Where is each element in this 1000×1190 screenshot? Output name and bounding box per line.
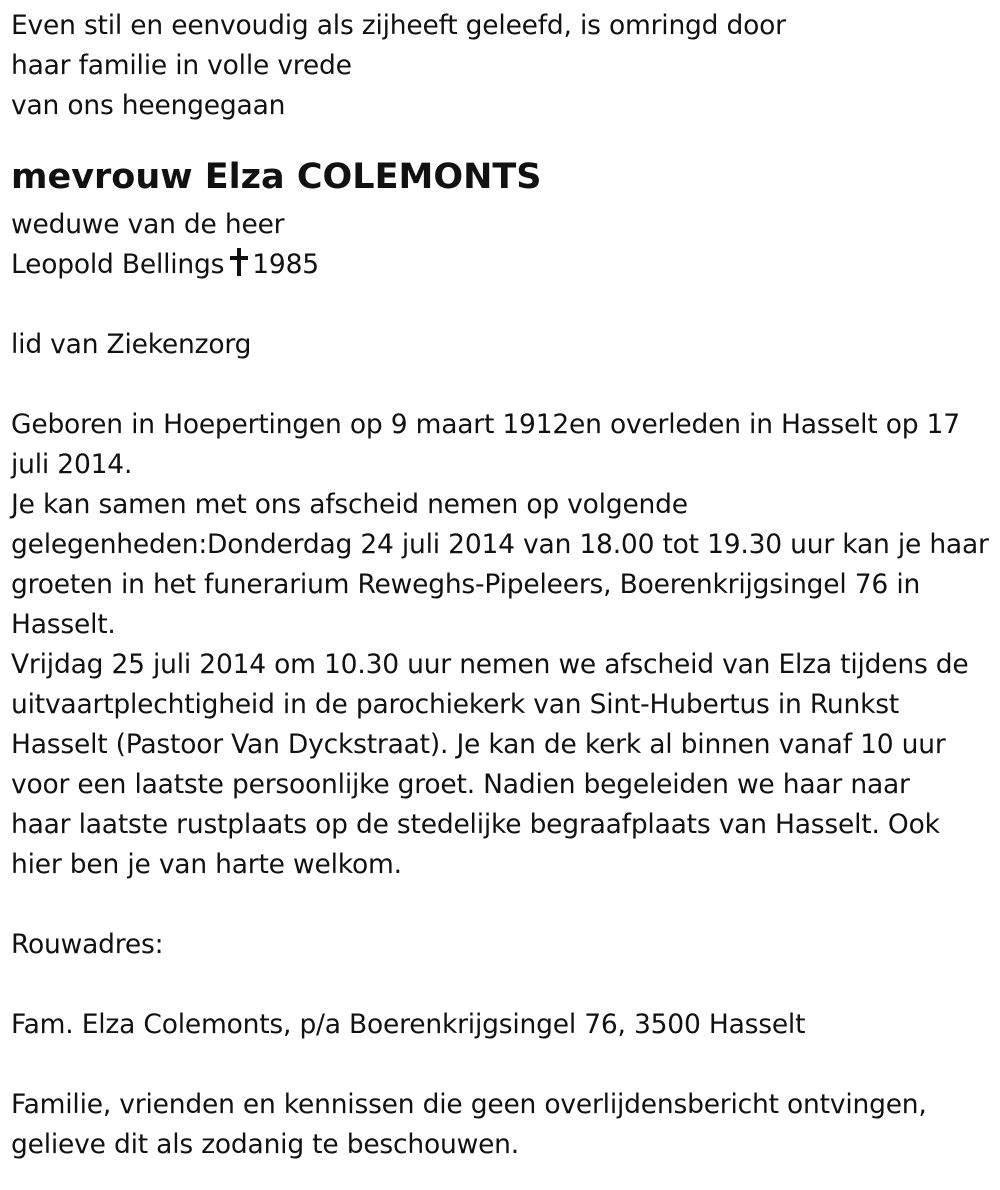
body-line-2: juli 2014. <box>11 449 133 480</box>
closing-line-2: gelieve dit als zodanig te beschouwen. <box>11 1129 519 1160</box>
body-line-1: Geboren in Hoepertingen op 9 maart 1912en overleden in Hasselt op 17 <box>11 409 960 440</box>
body-line-9: Hasselt (Pastoor Van Dyckstraat). Je kan de kerk al binnen vanaf 10 uur <box>11 729 946 760</box>
intro-line-1: Even stil en eenvoudig als zijheeft geleefd, is omringd door <box>11 10 786 41</box>
body-line-11: haar laatste rustplaats op de stedelijke begraafplaats van Hasselt. Ook <box>11 809 940 840</box>
spouse-name-line <box>11 245 991 285</box>
address-label: Rouwadres: <box>11 929 164 960</box>
spouse-line: weduwe van de heer <box>11 209 285 240</box>
spouse-death-year: 1985 <box>252 249 319 280</box>
closing-line-1: Familie, vrienden en kennissen die geen overlijdensbericht ontvingen, <box>11 1089 927 1120</box>
body-line-3: Je kan samen met ons afscheid nemen op volgende <box>11 489 688 520</box>
body-line-7: Vrijdag 25 juli 2014 om 10.30 uur nemen we afscheid van Elza tijdens de <box>11 649 969 680</box>
obituary-notice <box>11 6 991 1165</box>
membership: lid van Ziekenzorg <box>11 329 252 360</box>
spacer <box>11 285 991 325</box>
body-line-6: Hasselt. <box>11 609 116 640</box>
spacer <box>11 885 991 925</box>
body-line-12: hier ben je van harte welkom. <box>11 849 402 880</box>
spacer <box>11 965 991 1005</box>
address: Fam. Elza Colemonts, p/a Boerenkrijgsingel 76, 3500 Hasselt <box>11 1009 806 1040</box>
body-line-4: gelegenheden:Donderdag 24 juli 2014 van 18.00 tot 19.30 uur kan je haar <box>11 529 989 560</box>
spacer <box>11 365 991 405</box>
body-line-5: groeten in het funerarium Reweghs-Pipeleers, Boerenkrijgsingel 76 in <box>11 569 921 600</box>
cross-icon <box>230 248 248 276</box>
spacer <box>11 1045 991 1085</box>
intro-line-2: haar familie in volle vrede <box>11 50 352 81</box>
intro-line-3: van ons heengegaan <box>11 90 286 121</box>
body-line-10: voor een laatste persoonlijke groet. Nadien begeleiden we haar naar <box>11 769 910 800</box>
body-line-8: uitvaartplechtigheid in de parochiekerk van Sint-Hubertus in Runkst <box>11 689 900 720</box>
deceased-name: mevrouw Elza COLEMONTS <box>11 157 542 197</box>
spouse-name: Leopold Bellings <box>11 249 225 280</box>
